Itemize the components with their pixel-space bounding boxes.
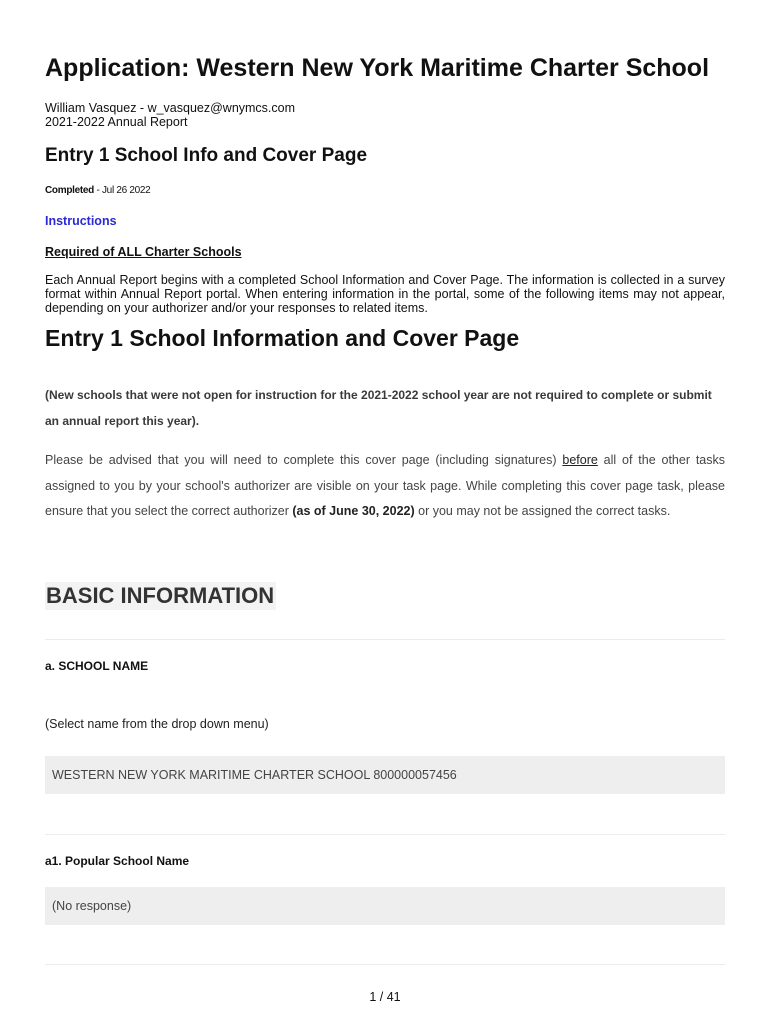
status-date: - Jul 26 2022 bbox=[96, 185, 151, 196]
status-label: Completed bbox=[45, 185, 94, 196]
new-schools-note: (New schools that were not open for instruction for the 2021-2022 school year are not required to complete or submit an annual report this year). bbox=[45, 388, 712, 428]
report-line: 2021-2022 Annual Report bbox=[45, 115, 188, 129]
instructions-link[interactable]: Instructions bbox=[45, 214, 117, 228]
divider bbox=[45, 964, 725, 965]
school-name-helper: (Select name from the drop down menu) bbox=[45, 717, 269, 731]
advisory-text-3: or you may not be assigned the correct tasks. bbox=[414, 504, 671, 519]
intro-paragraph: Each Annual Report begins with a completed School Information and Cover Page. The information is collected in a survey format within Annual Report portal. When entering information in the portal, some of the following items may not appear, depending on your authorizer and/or your responses to related items. bbox=[45, 273, 725, 315]
advisory-paragraph bbox=[45, 448, 725, 525]
divider bbox=[45, 639, 725, 640]
school-name-response: WESTERN NEW YORK MARITIME CHARTER SCHOOL 800000057456 bbox=[45, 756, 725, 794]
section-heading: Entry 1 School Information and Cover Page bbox=[45, 325, 520, 351]
advisory-date-emphasis: (as of June 30, 2022) bbox=[292, 504, 415, 519]
divider bbox=[45, 834, 725, 835]
advisory-text-1: Please be advised that you will need to complete this cover page (including signatures) bbox=[45, 453, 563, 467]
page-indicator: 1 / 41 bbox=[369, 990, 401, 1004]
application-title: Application: Western New York Maritime Charter School bbox=[45, 54, 710, 82]
author-line: William Vasquez - w_vasquez@wnymcs.com bbox=[45, 101, 296, 115]
report-meta bbox=[45, 101, 295, 129]
completion-status bbox=[45, 185, 150, 196]
popular-school-name-response: (No response) bbox=[45, 887, 725, 925]
popular-school-name-label: a1. Popular School Name bbox=[45, 854, 190, 868]
school-name-label: a. SCHOOL NAME bbox=[45, 659, 149, 673]
entry-heading: Entry 1 School Info and Cover Page bbox=[45, 145, 368, 166]
advisory-emphasis-before: before bbox=[562, 453, 598, 467]
basic-information-heading: BASIC INFORMATION bbox=[46, 583, 275, 608]
advisory-text-2: all of the other tasks assigned to you by your school's authorizer are visible on your task page. While completing this cover page task, please ensure that you select the correct authorizer bbox=[45, 453, 725, 519]
required-heading: Required of ALL Charter Schools bbox=[45, 245, 242, 259]
